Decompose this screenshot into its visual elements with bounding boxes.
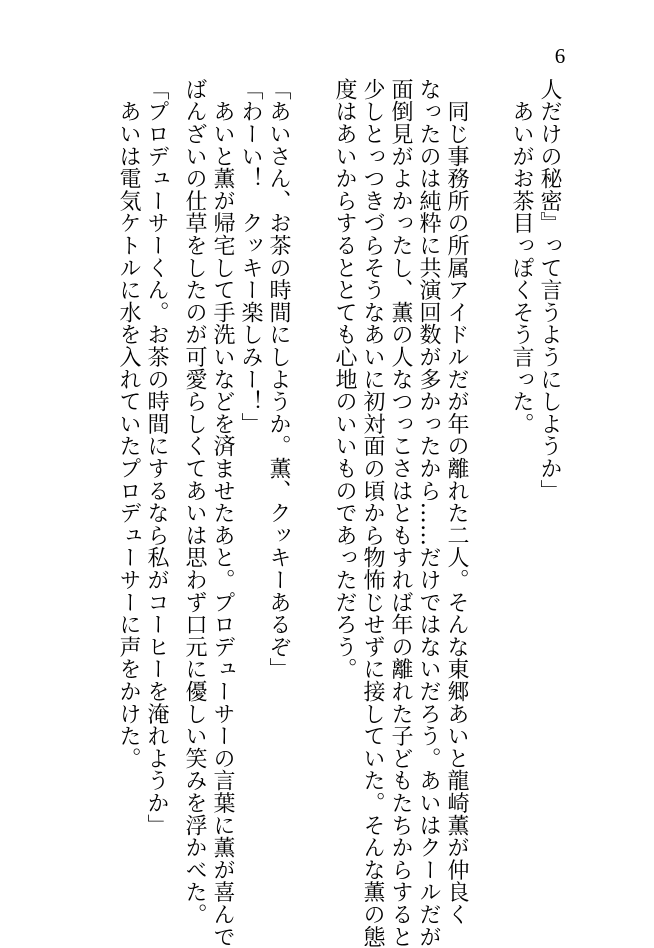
text-line — [479, 78, 507, 898]
text-line: 同じ事務所の所属アイドルだが年の離れた二人。そんな東郷あいと龍崎薫が仲良く — [444, 78, 469, 926]
text-line: なったのは純粋に共演回数が多かったから……だけではないだろう。あいはクールだが — [416, 78, 441, 948]
text-line: 少しとっつきづらそうなあいに初対面の頃から物怖じせずに接していた。そんな薫の態 — [360, 78, 385, 948]
text-line — [302, 78, 330, 898]
text-line: 「わーい！ クッキー楽しみー！」 — [238, 78, 263, 435]
text-line: あいがお茶目っぽくそう言った。 — [509, 78, 534, 435]
text-line: あいと薫が帰宅して手洗いなどを済ませたあと。プロデューサーの言葉に薫が喜んで — [210, 78, 235, 948]
text-line: 面倒見がよかったし、薫の人なつっこさはともすれば年の離れた子どもたちからすると — [388, 78, 413, 948]
text-line: 「プロデューサーくん。お茶の時間にするなら私がコーヒーを淹れようか」 — [144, 78, 169, 837]
text-line: 人だけの秘密』って言うようにしようか」 — [537, 78, 562, 502]
text-line: あいは電気ケトルに水を入れていたプロデューサーに声をかけた。 — [116, 78, 141, 770]
text-line: 度はあいからするととても心地のいいものであっただろう。 — [332, 78, 357, 681]
text-line: 「あいさん、お茶の時間にしようか。薫、クッキーあるぞ」 — [266, 78, 291, 681]
text-line: ばんざいの仕草をしたのが可愛らしくてあいは思わず口元に優しい笑みを浮かべた。 — [182, 78, 207, 926]
page-number: 6 — [554, 44, 566, 68]
